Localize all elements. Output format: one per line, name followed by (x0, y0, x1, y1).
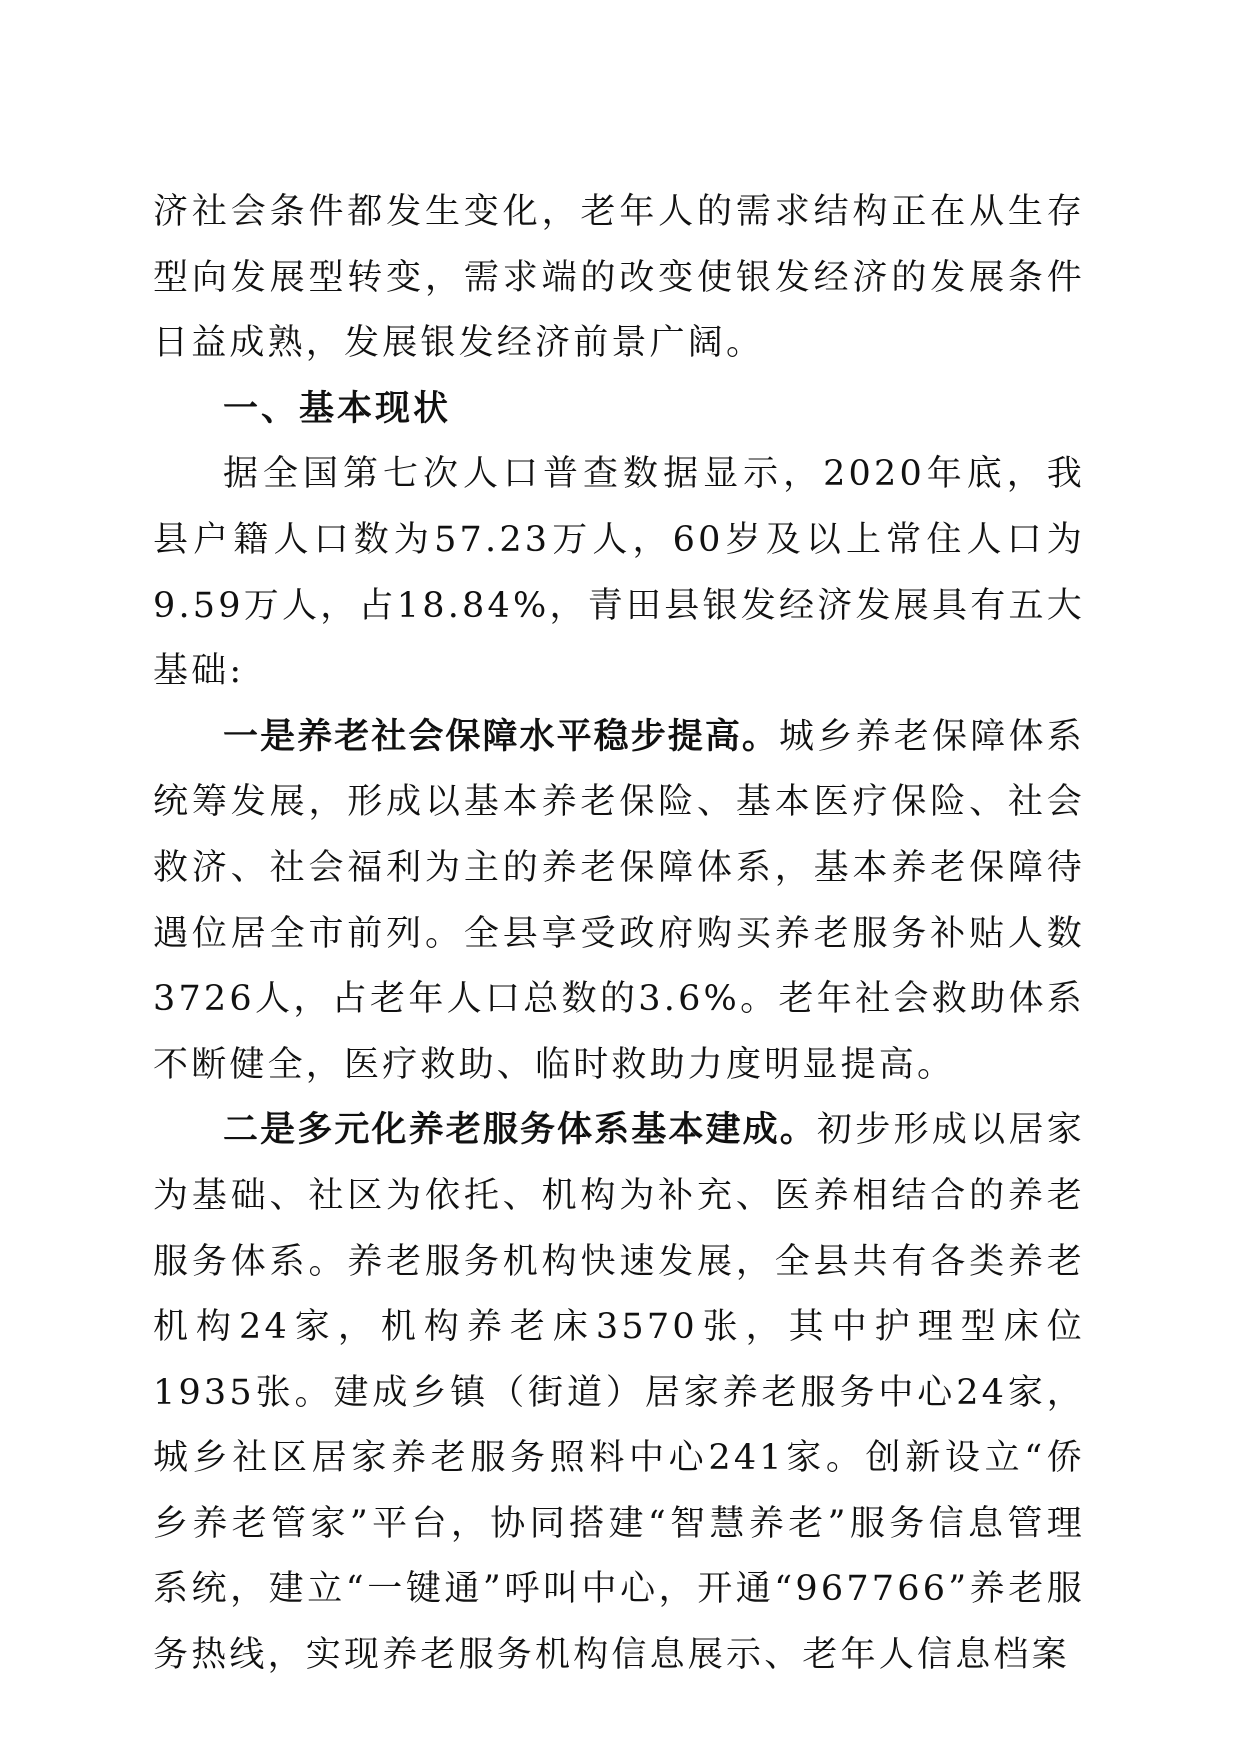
section-heading: 一、基本现状 (223, 388, 452, 429)
document-body (153, 180, 1085, 1689)
census-paragraph: 据全国第七次人口普查数据显示，2020年底，我县户籍人口数为57.23万人，60岁及以上常住人口为9.59万人，占18.84%，青田县银发经济发展具有五大基础: (153, 454, 1085, 692)
intro-paragraph: 济社会条件都发生变化，老年人的需求结构正在从生存型向发展型转变，需求端的改变使银发经济的发展条件日益成熟，发展银发经济前景广阔。 (153, 192, 1085, 364)
point-one-body: 城乡养老保障体系统筹发展，形成以基本养老保险、基本医疗保险、社会救济、社会福利为主的养老保障体系，基本养老保障待遇位居全市前列。全县享受政府购买养老服务补贴人数3726人，占老年人口总数的3.6%。老年社会救助体系不断健全，医疗救助、临时救助力度明显提高。 (153, 716, 1085, 1085)
point-one-paragraph (153, 705, 1085, 1099)
point-two-body: 初步形成以居家为基础、社区为依托、机构为补充、医养相结合的养老服务体系。养老服务机构快速发展，全县共有各类养老机构24家，机构养老床3570张，其中护理型床位1935张。建成乡镇（街道）居家养老服务中心24家，城乡社区居家养老服务照料中心241家。创新设立“侨乡养老管家”平台，协同搭建“智慧养老”服务信息管理系统，建立“一键通”呼叫中心，开通“967766”养老服务热线，实现养老服务机构信息展示、老年人信息档案 (153, 1110, 1085, 1676)
point-one-title: 一是养老社会保障水平稳步提高。 (223, 716, 779, 757)
point-two-title: 二是多元化养老服务体系基本建成。 (223, 1110, 817, 1151)
point-two-paragraph (153, 1098, 1085, 1688)
